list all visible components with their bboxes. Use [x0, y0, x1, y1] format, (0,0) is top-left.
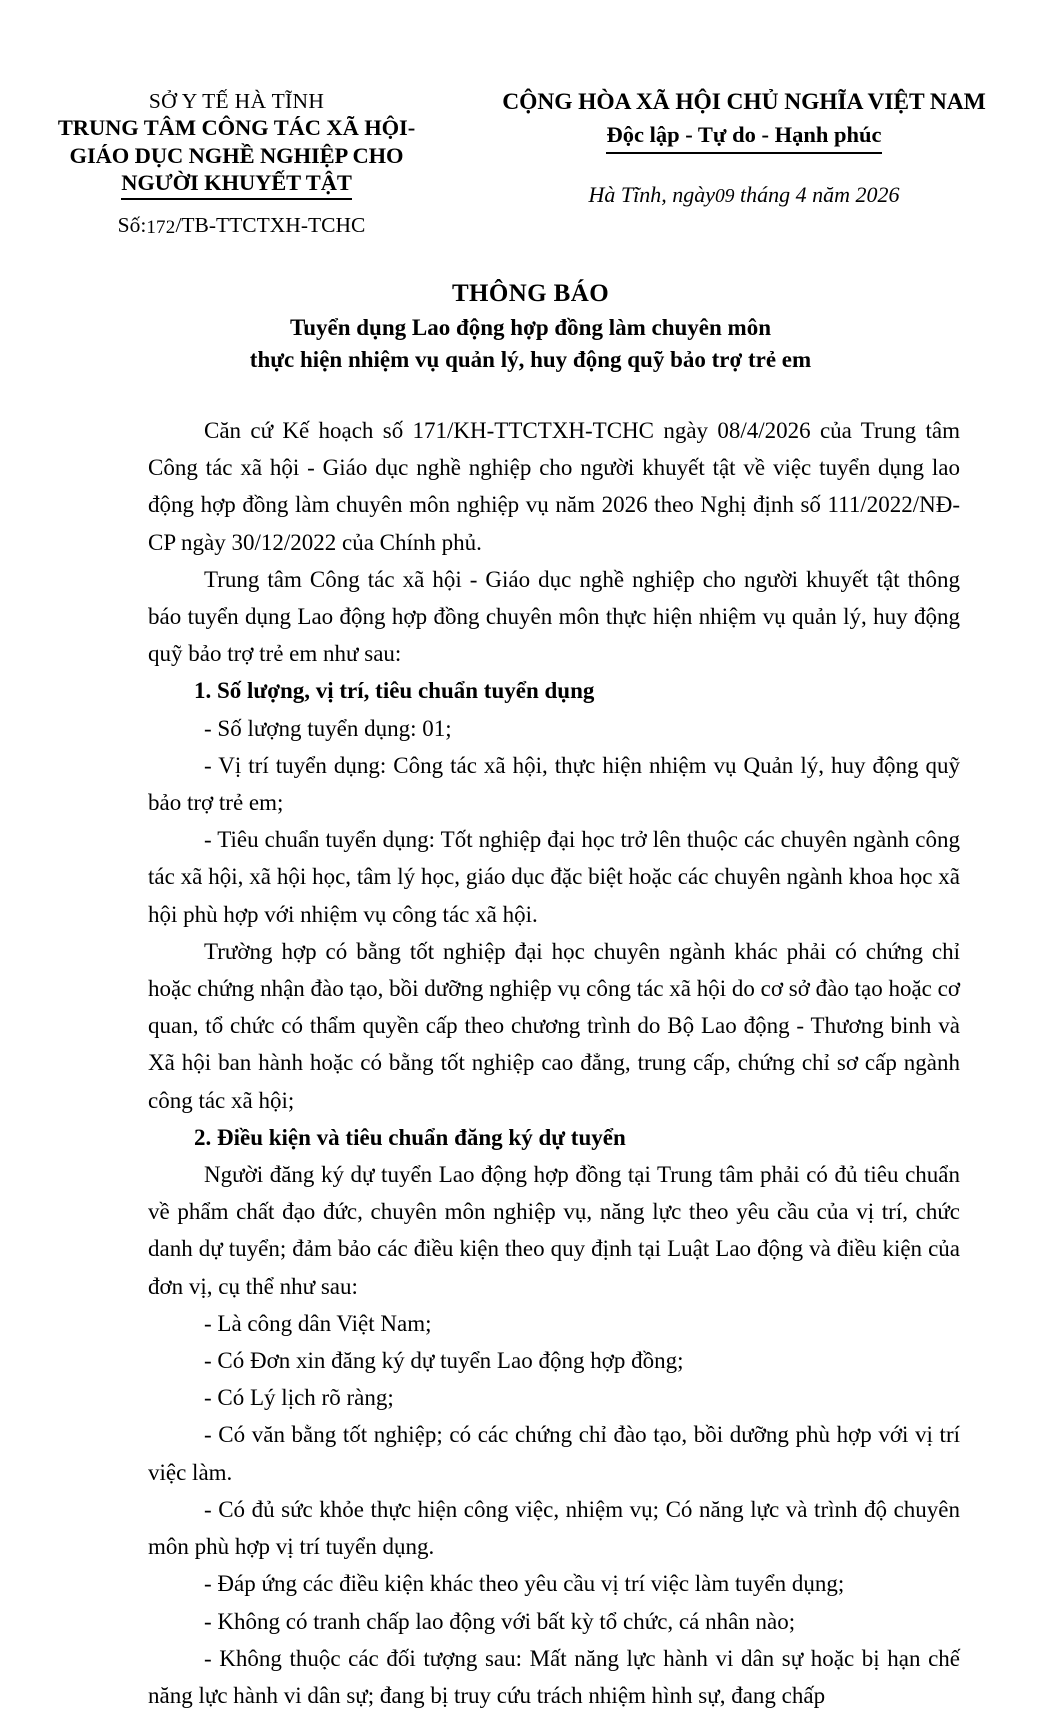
body-paragraph: - Số lượng tuyển dụng: 01; — [204, 715, 452, 741]
body-paragraph: - Không có tranh chấp lao động với bất kỳ tổ chức, cá nhân nào; — [204, 1608, 796, 1634]
national-motto-text: Độc lập - Tự do - Hạnh phúc — [606, 120, 881, 153]
body-paragraph: - Có Lý lịch rõ ràng; — [204, 1385, 394, 1411]
document-body — [148, 412, 960, 1714]
national-heading-block — [455, 88, 1061, 208]
document-header — [0, 88, 1061, 239]
body-paragraph: Trường hợp có bằng tốt nghiệp đại học chuyên ngành khác phải có chứng chỉ hoặc chứng nhận đào tạo, bồi dưỡng nghiệp vụ công tác xã hội do cơ sở đào tạo hoặc cơ quan, tổ chức có thẩm quyền cấp theo chương trình do Bộ Lao động - Thương binh và Xã hội ban hành hoặc có bằng tốt nghiệp cao đẳng, trung cấp, chứng chỉ sơ cấp ngành công tác xã hội; — [148, 938, 960, 1113]
document-number-value: 172 — [146, 216, 176, 238]
place-and-date — [455, 182, 1033, 208]
document-title-block — [0, 278, 1061, 376]
parent-organization: SỞ Y TẾ HÀ TĨNH — [148, 89, 325, 113]
body-paragraph: - Tiêu chuẩn tuyển dụng: Tốt nghiệp đại học trở lên thuộc các chuyên ngành công tác xã hội, xã hội học, tâm lý học, giáo dục đặc biệt hoặc các chuyên ngành khoa học xã hội phù hợp với nhiệm vụ công tác xã hội. — [148, 827, 960, 927]
document-type-title: THÔNG BÁO — [451, 280, 610, 307]
organization-name-line3 — [18, 169, 455, 199]
section-heading: 2. Điều kiện và tiêu chuẩn đăng ký dự tuyển — [194, 1124, 626, 1150]
date-year-value: 2026 — [855, 181, 900, 207]
body-paragraph: Căn cứ Kế hoạch số 171/KH-TTCTXH-TCHC ngày 08/4/2026 của Trung tâm Công tác xã hội - Giáo dục nghề nghiệp cho người khuyết tật về việc tuyển dụng lao động hợp đồng làm chuyên môn nghiệp vụ năm 2026 theo Nghị định số 111/2022/NĐ-CP ngày 30/12/2022 của Chính phủ. — [148, 418, 960, 555]
section-heading: 1. Số lượng, vị trí, tiêu chuẩn tuyển dụng — [194, 678, 595, 704]
document-subtitle-line2: thực hiện nhiệm vụ quản lý, huy động quỹ bảo trợ trẻ em — [249, 347, 812, 373]
body-paragraph: - Có đủ sức khỏe thực hiện công việc, nhiệm vụ; Có năng lực và trình độ chuyên môn phù hợp vị trí tuyển dụng. — [148, 1496, 960, 1560]
date-day-value: 09 — [714, 185, 735, 207]
document-number-label: Số: — [117, 212, 147, 237]
body-paragraph: - Là công dân Việt Nam; — [204, 1310, 432, 1336]
national-title: CỘNG HÒA XÃ HỘI CHỦ NGHĨA VIỆT NAM — [502, 89, 986, 115]
body-paragraph: Người đăng ký dự tuyển Lao động hợp đồng tại Trung tâm phải có đủ tiêu chuẩn về phẩm chất đạo đức, chuyên môn nghiệp vụ, năng lực theo yêu cầu của vị trí, chức danh dự tuyển; đảm bảo các điều kiện theo quy định tại Luật Lao động và điều kiện của đơn vị, cụ thể như sau: — [148, 1162, 960, 1299]
date-month-label: tháng — [734, 181, 796, 207]
date-month-value: 4 — [795, 181, 807, 207]
organization-name-line3-text: NGƯỜI KHUYẾT TẬT — [121, 169, 352, 199]
body-paragraph: - Vị trí tuyển dụng: Công tác xã hội, thực hiện nhiệm vụ Quản lý, huy động quỹ bảo trợ trẻ em; — [148, 752, 960, 816]
document-subtitle-line1: Tuyển dụng Lao động hợp đồng làm chuyên môn — [289, 314, 771, 340]
body-paragraph: - Không thuộc các đối tượng sau: Mất năng lực hành vi dân sự hoặc bị hạn chế năng lực hành vi dân sự; đang bị truy cứu trách nhiệm hình sự, đang chấp — [148, 1645, 960, 1708]
national-motto — [455, 120, 1033, 153]
organization-name-line1: TRUNG TÂM CÔNG TÁC XÃ HỘI- — [57, 115, 416, 141]
body-paragraph: - Có Đơn xin đăng ký dự tuyển Lao động hợp đồng; — [204, 1348, 684, 1374]
issuing-authority-block — [0, 88, 455, 239]
body-paragraph: - Đáp ứng các điều kiện khác theo yêu cầu vị trí việc làm tuyển dụng; — [204, 1571, 845, 1597]
body-paragraph: - Có văn bằng tốt nghiệp; có các chứng chỉ đào tạo, bồi dưỡng phù hợp với vị trí việc làm. — [148, 1422, 960, 1485]
place-date-prefix: Hà Tĩnh, ngày — [588, 181, 715, 207]
date-year-label: năm — [806, 181, 856, 207]
organization-name-line2: GIÁO DỤC NGHỀ NGHIỆP CHO — [69, 142, 404, 168]
document-number-suffix: /TB-TTCTXH-TCHC — [175, 212, 366, 237]
document-number — [18, 213, 455, 239]
body-paragraph: Trung tâm Công tác xã hội - Giáo dục nghề nghiệp cho người khuyết tật thông báo tuyển dụng Lao động hợp đồng chuyên môn thực hiện nhiệm vụ quản lý, huy động quỹ bảo trợ trẻ em như sau: — [148, 566, 960, 667]
